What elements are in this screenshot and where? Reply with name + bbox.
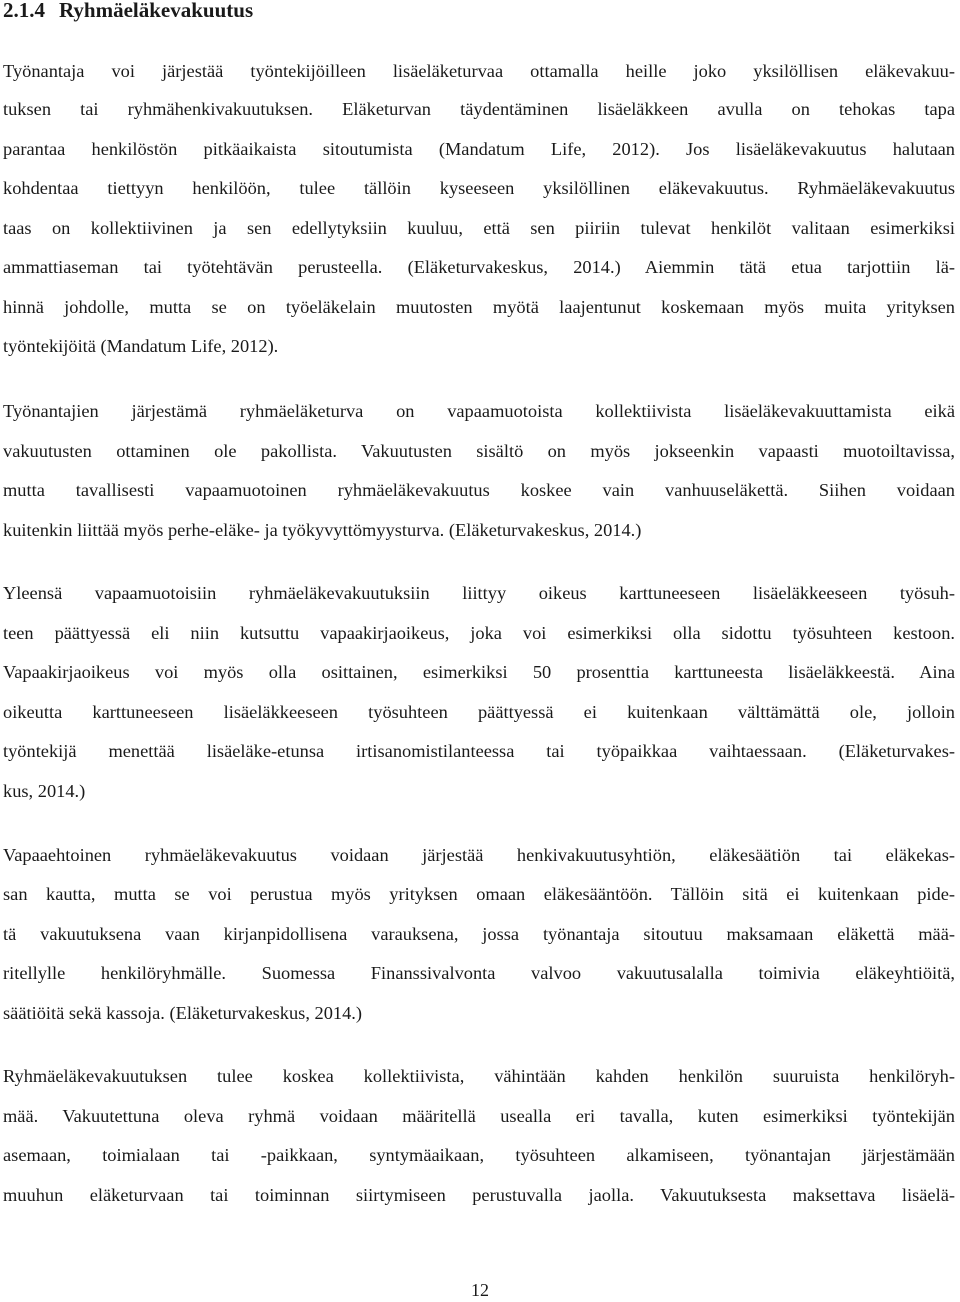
paragraph-line: oikeutta karttuneeseen lisäeläkkeeseen työsuhteen päättyessä ei kuitenkaan välttämättä ole, jolloin (3, 702, 955, 722)
paragraph-line: Yleensä vapaamuotoisiin ryhmäeläkevakuutuksiin liittyy oikeus karttuneeseen lisäeläkkeeseen työsuh- (3, 583, 955, 603)
paragraph-line: parantaa henkilöstön pitkäaikaista sitoutumista (Mandatum Life, 2012). Jos lisäeläkevakuutus halutaan (3, 139, 955, 159)
paragraph-line: kuitenkin liittää myös perhe-eläke- ja työkyvyttömyysturva. (Eläketurvakeskus, 2014.) (3, 520, 642, 540)
paragraph-line: Vapaakirjaoikeus voi myös olla osittainen, esimerkiksi 50 prosenttia karttuneesta lisäeläkkeestä. Aina (3, 662, 955, 682)
paragraph-line: tuksen tai ryhmähenkivakuutuksen. Eläketurvan täydentäminen lisäeläkkeen avulla on tehokas tapa (3, 99, 955, 119)
paragraph-line: Ryhmäeläkevakuutuksen tulee koskea kollektiivista, vähintään kahden henkilön suuruista henkilöryh- (3, 1066, 955, 1086)
section-title: Ryhmäeläkevakuutus (59, 0, 254, 22)
paragraph-line: hinnä johdolle, mutta se on työeläkelain muutosten myötä laajentunut koskemaan myös muita yrityksen (3, 297, 955, 317)
paragraph-line: työntekijä menettää lisäeläke-etunsa irtisanomistilanteessa tai työpaikkaa vaihtaessaan. (Eläketurvakes- (3, 741, 955, 761)
paragraph-line: teen päättyessä eli niin kutsuttu vapaakirjaoikeus, joka voi esimerkiksi olla sidottu työsuhteen kestoon. (3, 623, 955, 643)
paragraph-line: kohdentaa tiettyyn henkilöön, tulee tällöin kyseeseen yksilöllinen eläkevakuutus. Ryhmäeläkevakuutus (3, 178, 955, 198)
paragraph-line: kus, 2014.) (3, 781, 86, 801)
paragraph-line: ammattiaseman tai työtehtävän perusteella. (Eläketurvakeskus, 2014.) Aiemmin tätä etua tarjottiin lä- (3, 257, 955, 277)
paragraph-line: vakuutusten ottaminen ole pakollista. Vakuutusten sisältö on myös jokseenkin vapaasti muotoiltavissa, (3, 441, 955, 461)
section-heading (3, 0, 253, 24)
paragraph-line: muuhun eläketurvaan tai toiminnan siirtymiseen perustuvalla jaolla. Vakuutuksesta maksettava lisäelä- (3, 1185, 955, 1205)
paragraph-line: asemaan, toimialaan tai -paikkaan, syntymäaikaan, työsuhteen alkamiseen, työnantajan järjestämään (3, 1145, 955, 1165)
paragraph-line: työntekijöitä (Mandatum Life, 2012). (3, 336, 279, 356)
paragraph-line: mutta tavallisesti vapaamuotoinen ryhmäeläkevakuutus koskee vain vanhuuseläkettä. Siihen voidaan (3, 480, 955, 500)
paragraph-line: Vapaaehtoinen ryhmäeläkevakuutus voidaan järjestää henkivakuutusyhtiön, eläkesäätiön tai eläkekas- (3, 845, 955, 865)
paragraph-line: säätiöitä sekä kassoja. (Eläketurvakeskus, 2014.) (3, 1003, 363, 1023)
paragraph-line: mää. Vakuutettuna oleva ryhmä voidaan määritellä usealla eri tavalla, kuten esimerkiksi työntekijän (3, 1106, 955, 1126)
paragraph-line: taas on kollektiivinen ja sen edellytyksiin kuuluu, että sen piiriin tulevat henkilöt valitaan esimerkiksi (3, 218, 955, 238)
paragraph-line: Työnantaja voi järjestää työntekijöilleen lisäeläketurvaa ottamalla heille joko yksilöllisen eläkevakuu- (3, 61, 955, 81)
section-number: 2.1.4 (3, 0, 45, 22)
paragraph-line: Työnantajien järjestämä ryhmäeläketurva on vapaamuotoista kollektiivista lisäeläkevakuuttamista eikä (3, 401, 955, 421)
paragraph-line: san kautta, mutta se voi perustua myös yrityksen omaan eläkesääntöön. Tällöin sitä ei kuitenkaan pide- (3, 884, 955, 904)
page-number: 12 (471, 1280, 489, 1300)
paragraph-line: ritellylle henkilöryhmälle. Suomessa Finanssivalvonta valvoo vakuutusalalla toimivia eläkeyhtiöitä, (3, 963, 955, 983)
paragraph-line: tä vakuutuksena vaan kirjanpidollisena varauksena, jossa työnantaja sitoutuu maksamaan eläkettä mää- (3, 924, 955, 944)
